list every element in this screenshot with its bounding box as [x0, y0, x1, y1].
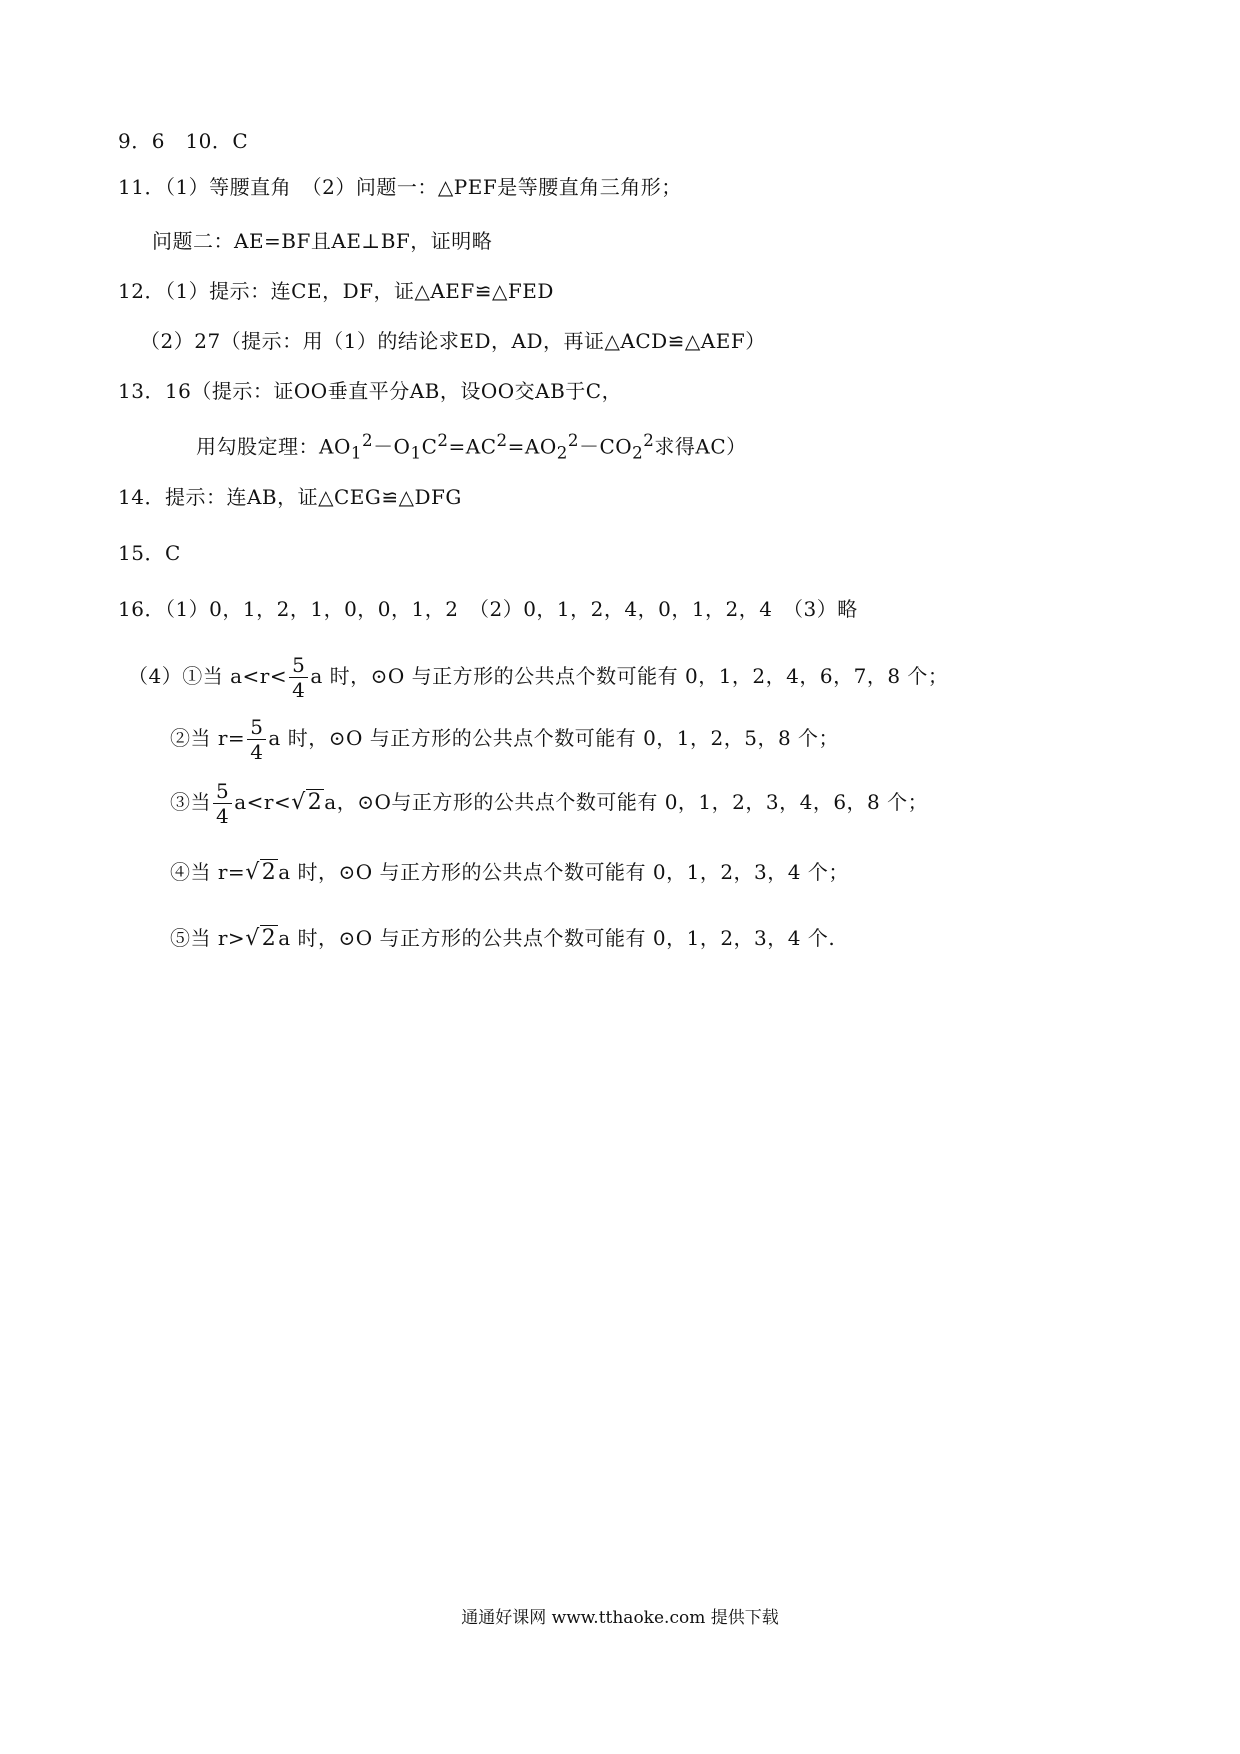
text: a<r<: [234, 790, 292, 814]
text: ⑤当 r>: [170, 926, 246, 950]
text: 用勾股定理：AO: [196, 434, 351, 459]
answer-16-part4-case1: [128, 652, 948, 702]
subscript: 1: [350, 443, 362, 463]
subscript: 2: [632, 443, 644, 463]
subscript: 1: [410, 443, 422, 463]
fraction-denominator: 4: [216, 804, 230, 828]
answer-13-part1: 13．16（提示：证OO垂直平分AB，设OO交AB于C，: [118, 379, 623, 403]
text: a 时，⊙O 与正方形的公共点个数可能有 0，1，2，4，6，7，8 个；: [310, 664, 949, 688]
text: 求得AC）: [654, 434, 747, 459]
answer-11-part2: 问题二：AE=BF且AE⊥BF，证明略: [152, 229, 493, 253]
answer-12-part2: （2）27（提示：用（1）的结论求ED，AD，再证△ACD≌△AEF）: [140, 329, 766, 353]
answer-12-part1: 12．（1）提示：连CE，DF，证△AEF≌△FED: [118, 279, 554, 303]
answer-16-part4-case4: [170, 854, 849, 891]
radical-sign: √: [245, 926, 260, 951]
answer-16-part4-case5: [170, 920, 835, 957]
radicand: 2: [261, 860, 277, 885]
text: （4）①当 a<r<: [128, 664, 288, 688]
square-root-two: [245, 855, 278, 891]
square-root-two: [291, 779, 324, 827]
answer-13-part2: [196, 426, 747, 469]
text: a 时，⊙O 与正方形的公共点个数可能有 0，1，2，3，4 个.: [278, 926, 836, 950]
text: C: [421, 434, 438, 459]
text: =AO: [507, 434, 557, 459]
text: =AC: [448, 434, 497, 459]
superscript: 2: [643, 431, 655, 450]
text: ②当 r=: [170, 726, 246, 750]
answer-11-part1: 11．（1）等腰直角 （2）问题一：△PEF是等腰直角三角形；: [118, 175, 682, 199]
fraction-five-fourths: [247, 715, 266, 764]
radical-sign: √: [245, 860, 260, 885]
fraction-five-fourths: [289, 653, 308, 702]
text: a 时，⊙O 与正方形的公共点个数可能有 0，1，2，5，8 个；: [268, 726, 840, 750]
fraction-denominator: 4: [292, 678, 306, 702]
answer-15: 15．C: [118, 541, 181, 565]
fraction-five-fourths: [213, 779, 232, 828]
page-footer: 通通好课网 www.tthaoke.com 提供下载: [461, 1608, 779, 1628]
answer-16-part4-case3: [170, 778, 928, 828]
radicand: 2: [307, 790, 323, 815]
superscript: 2: [567, 431, 579, 450]
text: a，⊙O与正方形的公共点个数可能有 0，1，2，3，4，6，8 个；: [324, 790, 929, 814]
text: －O: [373, 434, 411, 459]
superscript: 2: [496, 431, 508, 450]
answer-16-parts-1-3: 16．（1）0，1，2，1，0，0，1，2 （2）0，1，2，4，0，1，2，4 （3）略: [118, 597, 858, 621]
fraction-numerator: 5: [247, 715, 266, 740]
superscript: 2: [361, 431, 374, 450]
answer-16-part4-case2: [170, 714, 839, 764]
text: ③当: [170, 790, 211, 814]
fraction-numerator: 5: [289, 653, 308, 678]
answer-14: 14．提示：连AB，证△CEG≌△DFG: [118, 485, 462, 509]
text: a 时，⊙O 与正方形的公共点个数可能有 0，1，2，3，4 个；: [278, 860, 849, 884]
square-root-two: [245, 921, 278, 957]
radicand: 2: [261, 926, 277, 951]
subscript: 2: [556, 443, 568, 463]
fraction-numerator: 5: [213, 779, 232, 804]
text: －CO: [578, 434, 633, 459]
fraction-denominator: 4: [250, 740, 264, 764]
text: ④当 r=: [170, 860, 246, 884]
radical-sign: √: [291, 790, 306, 815]
answer-9-10: 9．6 10．C: [118, 129, 249, 153]
superscript: 2: [437, 431, 449, 450]
